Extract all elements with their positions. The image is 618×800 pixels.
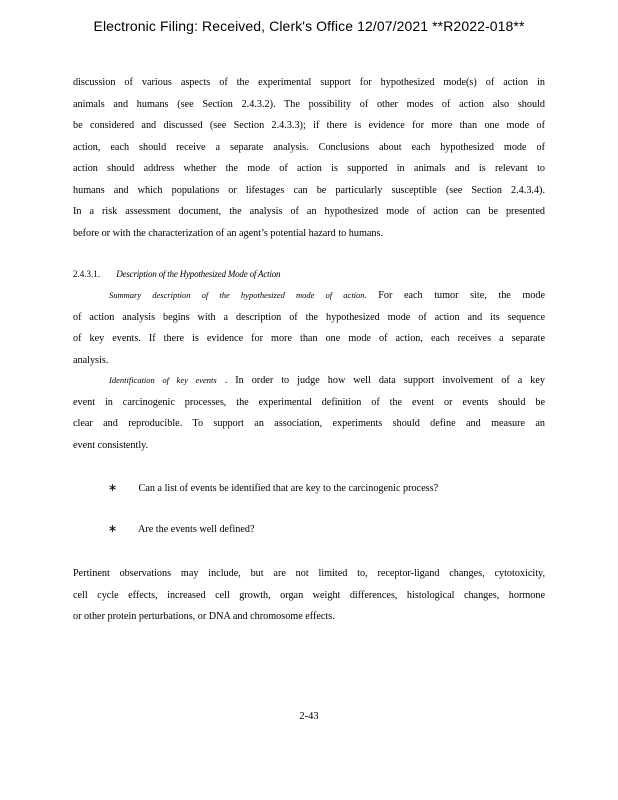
summary-lead: Summary description of the hypothesized mode of action. bbox=[109, 290, 367, 300]
text-line: clear and reproducible. To support an association, experiments should define and measure an bbox=[73, 418, 545, 429]
bullet-item bbox=[108, 519, 528, 539]
text-line: of key events. If there is evidence for more than one mode of action, each receives a separate bbox=[73, 333, 545, 344]
identification-text: . In order to judge how well data support involvement of a key bbox=[224, 375, 545, 386]
identification-paragraph bbox=[73, 370, 545, 456]
text-line: In a risk assessment document, the analysis of an hypothesized mode of action can be presented bbox=[73, 206, 545, 217]
text-line: analysis. bbox=[73, 354, 109, 366]
intro-paragraph bbox=[73, 72, 545, 244]
text-line: or other protein perturbations, or DNA and chromosome effects. bbox=[73, 611, 335, 622]
text-line: action should address whether the mode of action is supported in animals and is relevant to bbox=[73, 163, 545, 174]
bullet-item bbox=[108, 478, 528, 498]
observations-paragraph bbox=[73, 563, 545, 628]
bullet-text: Can a list of events be identified that are key to the carcinogenic process? bbox=[138, 483, 439, 494]
text-line: discussion of various aspects of the experimental support for hypothesized mode(s) of action in bbox=[73, 77, 545, 88]
text-line: event in carcinogenic processes, the experimental definition of the event or events should be bbox=[73, 396, 545, 408]
section-number: 2.4.3.1. bbox=[73, 269, 100, 279]
text-line: before or with the characterization of an agent’s potential hazard to humans. bbox=[73, 227, 384, 239]
asterisk-bullet-icon: ∗ bbox=[108, 523, 118, 535]
text-line: action, each should receive a separate analysis. Conclusions about each hypothesized mode of bbox=[73, 141, 545, 153]
text-line bbox=[73, 370, 545, 392]
summary-text: For each tumor site, the mode bbox=[378, 290, 546, 301]
section-title: Description of the Hypothesized Mode of Action bbox=[116, 269, 281, 279]
text-line: animals and humans (see Section 2.4.3.2). The possibility of other modes of action also should bbox=[73, 98, 545, 110]
summary-paragraph bbox=[73, 285, 545, 371]
bullet-text: Are the events well defined? bbox=[137, 524, 255, 535]
text-line: Pertinent observations may include, but are not limited to, receptor-ligand changes, cytotoxicity, bbox=[73, 568, 545, 579]
text-line: event consistently. bbox=[73, 439, 149, 451]
text-line bbox=[73, 285, 545, 307]
filing-header: Electronic Filing: Received, Clerk's Office 12/07/2021 **R2022-018** bbox=[93, 18, 525, 34]
section-heading bbox=[73, 265, 373, 283]
text-line: cell cycle effects, increased cell growth, organ weight differences, histological changes, hormone bbox=[73, 589, 545, 601]
page-number: 2-43 bbox=[299, 711, 319, 722]
text-line: of action analysis begins with a description of the hypothesized mode of action and its sequence bbox=[73, 311, 545, 323]
asterisk-bullet-icon: ∗ bbox=[108, 482, 118, 494]
identification-lead: Identification of key events bbox=[109, 375, 217, 385]
text-line: humans and which populations or lifestages can be particularly susceptible (see Section 2.4.3.4). bbox=[73, 184, 545, 196]
text-line: be considered and discussed (see Section 2.4.3.3); if there is evidence for more than one mode of bbox=[73, 120, 545, 131]
